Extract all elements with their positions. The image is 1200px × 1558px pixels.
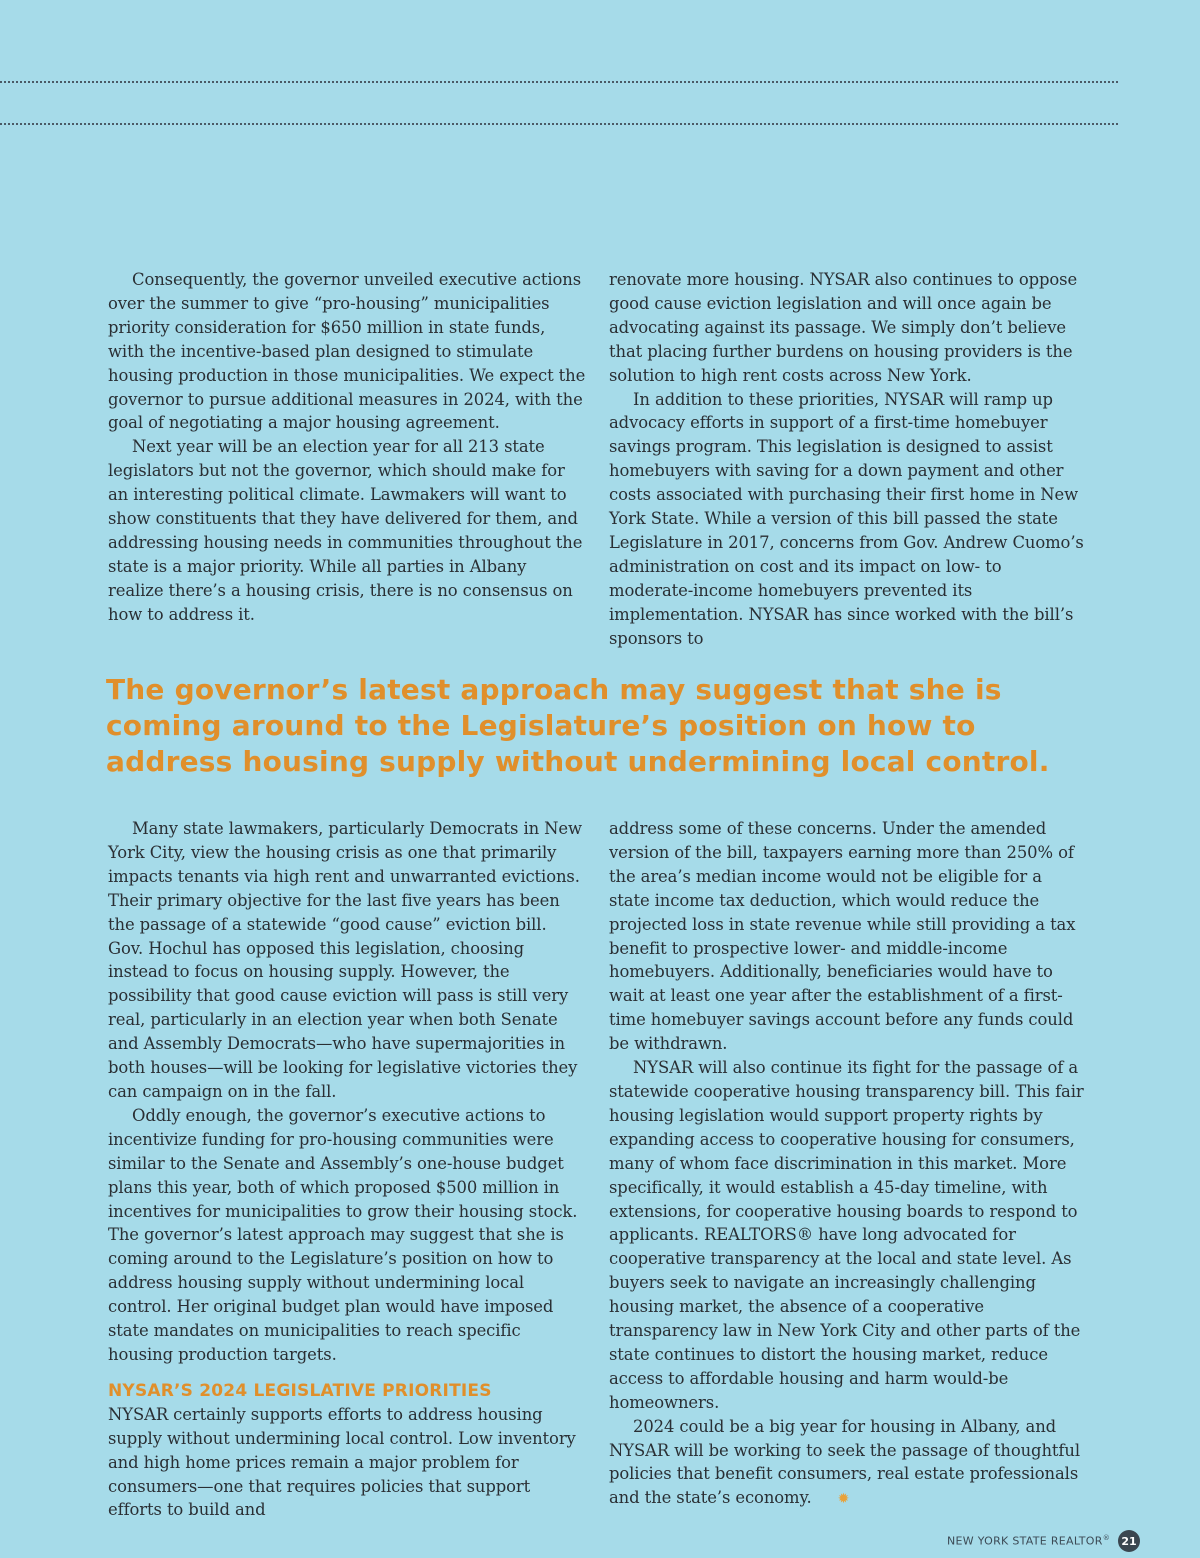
pull-quote: [106, 672, 1106, 780]
page-number: 21: [1118, 1530, 1140, 1552]
article-column-top-right: [609, 268, 1087, 651]
paragraph: Oddly enough, the governor’s executive actions to incentivize funding for pro-housing communities were similar to the Senate and Assembly’s one-house budget plans this year, both of which proposed $500 million in incentives for municipalities to grow their housing stock. The governor’s latest approach may suggest that she is coming around to the Legislature’s position on how to address housing supply without undermining local control. Her original budget plan would have imposed state mandates on municipalities to reach specific housing production targets.: [108, 1105, 578, 1364]
article-column-bottom-left: [108, 817, 586, 1522]
section-subhead: NYSAR’S 2024 LEGISLATIVE PRIORITIES: [108, 1380, 492, 1401]
paragraph: address some of these concerns. Under the amended version of the bill, taxpayers earning more than 250% of the area’s median income would not be eligible for a state income tax deduction, which would reduce the projected loss in state revenue while still providing a tax benefit to prospective lower- and middle-income homebuyers. Additionally, beneficiaries would have to wait at least one year after the establishment of a first-time homebuyer savings account before any funds could be withdrawn.: [609, 819, 1076, 1054]
end-of-article-icon: ✹: [837, 1491, 850, 1508]
paragraph-final: [609, 1415, 1087, 1513]
page-footer: [947, 1530, 1140, 1552]
paragraph: NYSAR will also continue its fight for the passage of a statewide cooperative housing transparency bill. This fair housing legislation would support property rights by expanding access to cooperative housing for consumers, many of whom face discrimination in this market. More specifically, it would establish a 45-day timeline, with extensions, for cooperative housing boards to respond to applicants. REALTORS® have long advocated for cooperative transparency at the local and state level. As buyers seek to navigate an increasingly challenging housing market, the absence of a cooperative transparency law in New York City and other parts of the state continues to distort the housing market, reduce access to affordable housing and harm would-be homeowners.: [609, 1058, 1084, 1412]
paragraph: In addition to these priorities, NYSAR will ramp up advocacy efforts in support of a first-time homebuyer savings program. This legislation is designed to assist homebuyers with saving for a down payment and other costs associated with purchasing their first home in New York State. While a version of this bill passed the state Legislature in 2017, concerns from Gov. Andrew Cuomo’s administration on cost and its impact on low- to moderate-income homebuyers prevented its implementation. NYSAR has since worked with the bill’s sponsors to: [609, 389, 1084, 648]
paragraph: Next year will be an election year for all 213 state legislators but not the governor, which should make for an interesting political climate. Lawmakers will want to show constituents that they have delivered for them, and addressing housing needs in communities throughout the state is a major priority. While all parties in Albany realize there’s a housing crisis, there is no consensus on how to address it.: [108, 437, 583, 624]
registered-mark: ®: [1102, 1534, 1110, 1543]
pull-quote-text: The governor’s latest approach may suggest that she is coming around to the Legislature’s position on how to address housing supply without undermining local control.: [106, 673, 1050, 778]
paragraph-final-text: 2024 could be a big year for housing in Albany, and NYSAR will be working to seek the passage of thoughtful policies that benefit consumers, real estate professionals and the state’s economy.: [609, 1416, 1080, 1508]
magazine-title: NEW YORK STATE REALTOR: [946, 1534, 1103, 1548]
paragraph: Consequently, the governor unveiled executive actions over the summer to give “pro-housing” municipalities priority consideration for $650 million in state funds, with the incentive-based plan designed to stimulate housing production in those municipalities. We expect the governor to pursue additional measures in 2024, with the goal of negotiating a major housing agreement.: [108, 270, 586, 433]
article-column-bottom-right: [609, 817, 1087, 1512]
dotted-rule-bottom: [0, 123, 1118, 125]
magazine-name: [947, 1534, 1110, 1548]
dotted-rule-top: [0, 81, 1118, 83]
paragraph: Many state lawmakers, particularly Democrats in New York City, view the housing crisis as one that primarily impacts tenants via high rent and unwarranted evictions. Their primary objective for the last five years has been the passage of a statewide “good cause” eviction bill. Gov. Hochul has opposed this legislation, choosing instead to focus on housing supply. However, the possibility that good cause eviction will pass is still very real, particularly in an election year when both Senate and Assembly Democrats—who have supermajorities in both houses—will be looking for legislative victories they can campaign on in the fall.: [108, 819, 582, 1101]
article-column-top-left: [108, 268, 586, 627]
paragraph: NYSAR certainly supports efforts to address housing supply without undermining local control. Low inventory and high home prices remain a major problem for consumers—one that requires policies that support efforts to build and: [108, 1404, 576, 1520]
paragraph: renovate more housing. NYSAR also continues to oppose good cause eviction legislation and will once again be advocating against its passage. We simply don’t believe that placing further burdens on housing providers is the solution to high rent costs across New York.: [609, 270, 1078, 385]
